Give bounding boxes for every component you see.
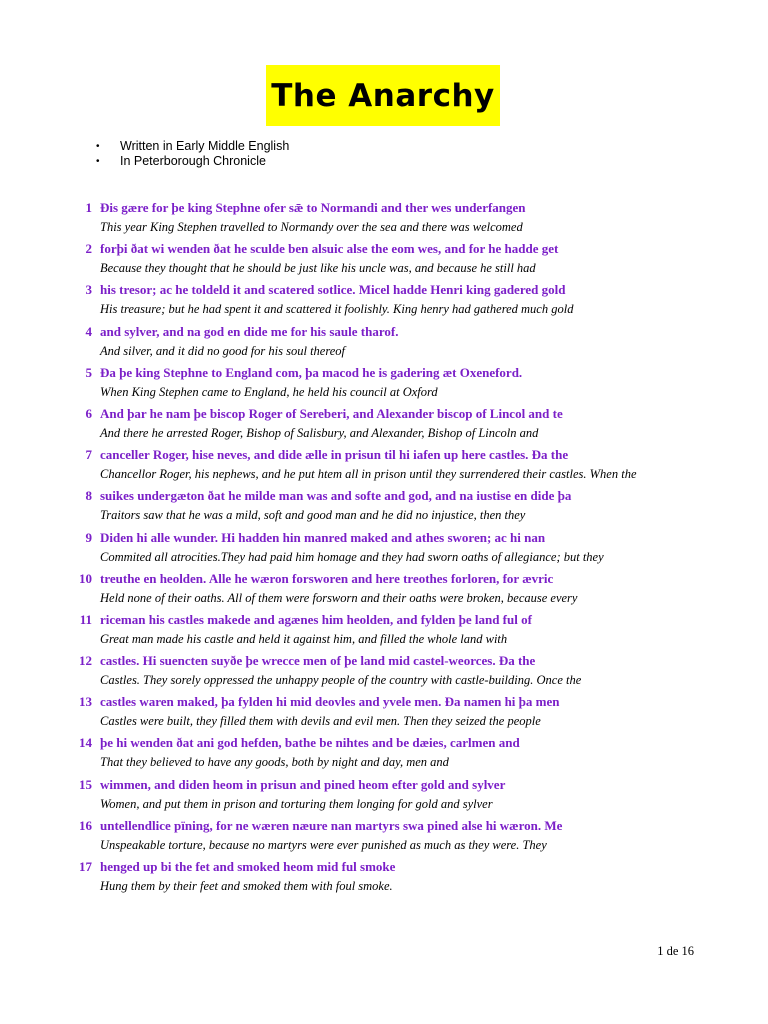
translation-line: Chancellor Roger, his nephews, and he put htem all in prison until they surrendered their castles. When the	[100, 467, 637, 482]
original-line: Ðis gære for þe king Stephne ofer sǣ to Normandi and ther wes underfangen	[100, 200, 526, 215]
line-number: 6	[85, 405, 92, 421]
translation-line: Hung them by their feet and smoked them with foul smoke.	[100, 879, 393, 893]
line-number: 11	[79, 611, 92, 627]
line-pair	[0, 238, 768, 279]
line-pair	[0, 568, 768, 609]
translation-line: Traitors saw that he was a mild, soft and good man and he did no injustice, then they	[100, 508, 526, 523]
original-line: henged up bi the fet and smoked heom mid ful smoke	[100, 859, 396, 874]
original-line: castles. Hi suencten suyðe þe wrecce men of þe land mid castel-weorces. Ða the	[100, 653, 536, 669]
original-line: wimmen, and diden heom in prisun and pined heom efter gold and sylver	[100, 776, 506, 792]
translation-line: Unspeakable torture, because no martyrs were ever punished as much as they were. They	[100, 837, 547, 852]
title-box	[266, 65, 500, 126]
line-number: 3	[85, 282, 92, 298]
line-number: 4	[85, 323, 92, 339]
translation-line: And silver, and it did no good for his soul thereof	[100, 343, 346, 358]
bullet-text: In Peterborough Chronicle	[120, 154, 266, 168]
line-number: 12	[79, 653, 92, 669]
translation-line: Great man made his castle and held it against him, and filled the whole land with	[100, 631, 508, 646]
translation-line: Women, and put them in prison and torturing them longing for gold and sylver	[100, 796, 493, 811]
translation-line: Commited all atrocities.They had paid him homage and they had sworn oaths of allegiance; but they	[100, 549, 604, 564]
original-line: forþi ðat wi wenden ðat he sculde ben alsuic alse the eom wes, and for he hadde get	[100, 241, 559, 257]
line-pair	[0, 321, 768, 362]
original-line: þe hi wenden ðat ani god hefden, bathe be nihtes and be dæies, carlmen and	[100, 735, 520, 751]
translation-line: His treasure; but he had spent it and scattered it foolishly. King henry had gathered much gold	[100, 302, 574, 317]
line-pair	[0, 856, 768, 897]
line-pair	[0, 527, 768, 568]
line-number: 10	[79, 570, 92, 586]
original-line: his tresor; ac he toldeld it and scatered sotlice. Micel hadde Henri king gadered gold	[100, 282, 566, 298]
line-pair	[0, 609, 768, 650]
original-line: untellendlice pïning, for ne wæren næure nan martyrs swa pined alse hi wæron. Me	[100, 817, 563, 833]
line-pair	[0, 444, 768, 485]
original-line: riceman his castles makede and agænes him heolden, and fylden þe land ful of	[100, 611, 532, 627]
page-title: The Anarchy	[271, 77, 495, 114]
translation-line: Castles. They sorely oppressed the unhappy people of the country with castle-building. Once the	[100, 673, 582, 688]
page-number: 1 de 16	[657, 944, 694, 958]
line-number: 5	[85, 364, 92, 380]
original-line: canceller Roger, hise neves, and dide ælle in prisun til hi iafen up here castles. Ða the	[100, 447, 569, 463]
line-pair	[0, 403, 768, 444]
line-pair	[0, 732, 768, 773]
line-pair	[0, 197, 768, 238]
line-number: 7	[85, 447, 92, 463]
original-line: treuthe en heolden. Alle he wæron forsworen and here treothes forloren, for ævric	[100, 570, 554, 586]
line-number: 17	[79, 859, 92, 874]
line-number: 16	[79, 817, 92, 833]
bullet-item	[96, 154, 289, 169]
original-line: Diden hi alle wunder. Hi hadden hin manred maked and athes sworen; ac hi nan	[100, 529, 546, 545]
line-number: 13	[79, 694, 92, 710]
line-pair	[0, 279, 768, 320]
original-line: And þar he nam þe biscop Roger of Sereberi, and Alexander biscop of Lincol and te	[100, 405, 563, 421]
original-line: suikes undergæton ðat he milde man was and softe and god, and na iustise en dide þa	[100, 488, 572, 504]
bullet-text: Written in Early Middle English	[120, 139, 290, 153]
text-lines	[0, 197, 768, 897]
translation-line: And there he arrested Roger, Bishop of Salisbury, and Alexander, Bishop of Lincoln and	[100, 425, 539, 440]
translation-line: That they believed to have any goods, both by night and day, men and	[100, 755, 449, 770]
line-number: 8	[85, 488, 92, 504]
line-number: 1	[85, 200, 92, 215]
translation-line: Castles were built, they filled them with devils and evil men. Then they seized the people	[100, 714, 541, 729]
translation-line: Because they thought that he should be just like his uncle was, and because he still had	[100, 261, 536, 276]
line-number: 15	[79, 776, 92, 792]
bullet-icon: •	[96, 141, 100, 152]
line-pair	[0, 650, 768, 691]
line-number: 9	[85, 529, 92, 545]
line-pair	[0, 691, 768, 732]
translation-line: When King Stephen came to England, he held his council at Oxford	[100, 384, 438, 399]
line-number: 2	[85, 241, 92, 257]
bullet-list	[96, 139, 289, 169]
bullet-icon: •	[96, 156, 100, 167]
original-line: and sylver, and na god en dide me for his saule tharof.	[100, 323, 399, 339]
line-pair	[0, 485, 768, 526]
line-number: 14	[79, 735, 92, 751]
bullet-item	[96, 139, 289, 154]
translation-line: Held none of their oaths. All of them were forsworn and their oaths were broken, because every	[100, 590, 578, 605]
line-pair	[0, 815, 768, 856]
original-line: castles waren maked, þa fylden hi mid deovles and yvele men. Ða namen hi þa men	[100, 694, 560, 710]
translation-line: This year King Stephen travelled to Normandy over the sea and there was welcomed	[100, 220, 523, 234]
original-line: Ða þe king Stephne to England com, þa macod he is gadering æt Oxeneford.	[100, 364, 523, 380]
line-pair	[0, 362, 768, 403]
line-pair	[0, 774, 768, 815]
